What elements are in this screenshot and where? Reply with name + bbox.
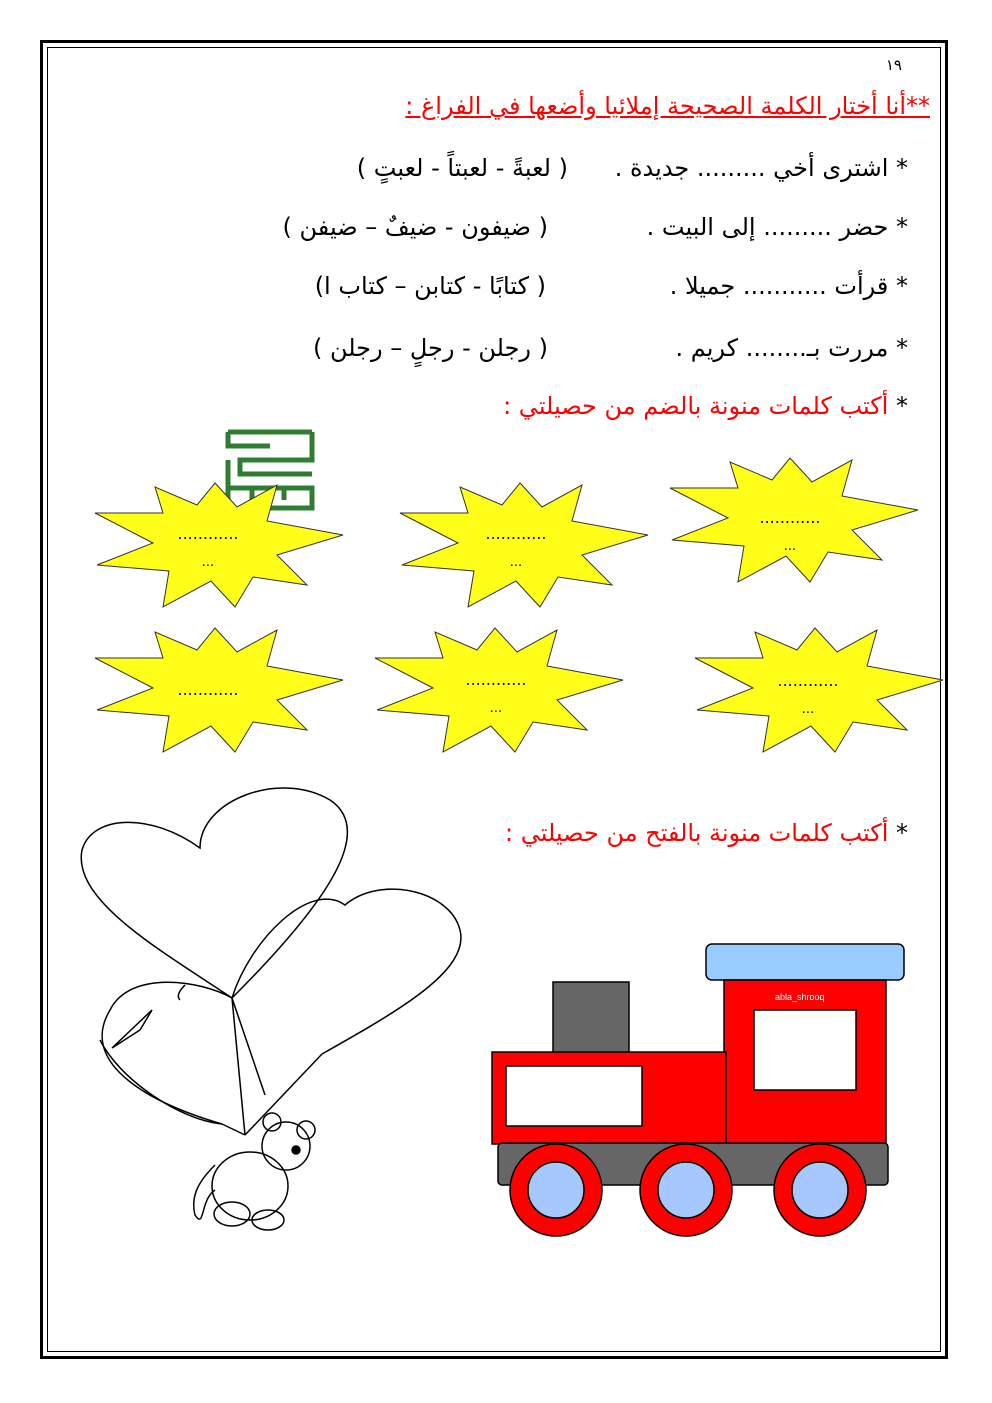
sentence-4-text: * مررت بـ........ كريم .	[675, 334, 908, 362]
blank-6	[148, 682, 268, 698]
blank-3-sub: ...	[201, 555, 215, 570]
sentence-3-text: * قرأت ........... جميلا .	[669, 272, 908, 300]
task-damma-star: *	[888, 392, 908, 420]
sentence-1-choices: ( لعبةً - لعبتاً - لعبتٍ )	[356, 154, 568, 182]
blank-4	[748, 673, 868, 716]
task-damma-text: أكتب كلمات منونة بالضم من حصيلتي :	[503, 392, 889, 420]
blank-6-dots: ............	[177, 680, 239, 699]
task-fatha-text: أكتب كلمات منونة بالفتح من حصيلتي :	[505, 819, 889, 847]
page-number: ١٩	[885, 56, 902, 74]
sentence-2-text: * حضر ......... إلى البيت .	[646, 213, 908, 241]
sentence-4-choices: ( رجلن - رجلٍ – رجلن )	[312, 334, 548, 362]
blank-4-sub: ...	[801, 702, 815, 717]
blank-3-dots: ............	[177, 524, 239, 543]
blank-2-dots: ............	[485, 524, 547, 543]
blank-1	[730, 510, 850, 553]
blank-5	[436, 672, 556, 715]
blank-3	[148, 526, 268, 569]
blank-5-sub: ...	[489, 701, 503, 716]
sentence-3-choices: ( كتابًا - كتابن – كتاب ا)	[314, 272, 546, 300]
red-train-drawing	[492, 944, 904, 1236]
blank-5-dots: ............	[465, 670, 527, 689]
blank-4-dots: ............	[777, 671, 839, 690]
exercise-title: **أنا أختار الكلمة الصحيحة إملائيا وأضعها في الفراغ :	[405, 92, 930, 120]
heart-balloons-bear-drawing	[81, 788, 461, 1230]
sentence-2-choices: ( ضيفون - ضيفٌ – ضيفن )	[282, 213, 548, 241]
sentence-1-text: * اشترى أخي ......... جديدة .	[614, 154, 908, 182]
blank-2	[456, 526, 576, 569]
blank-2-sub: ...	[509, 555, 523, 570]
train-label: abla_shrooq	[775, 992, 825, 1002]
blank-1-dots: ............	[759, 508, 821, 527]
task-fatha-star: *	[888, 819, 908, 847]
blank-1-sub: ...	[783, 539, 797, 554]
